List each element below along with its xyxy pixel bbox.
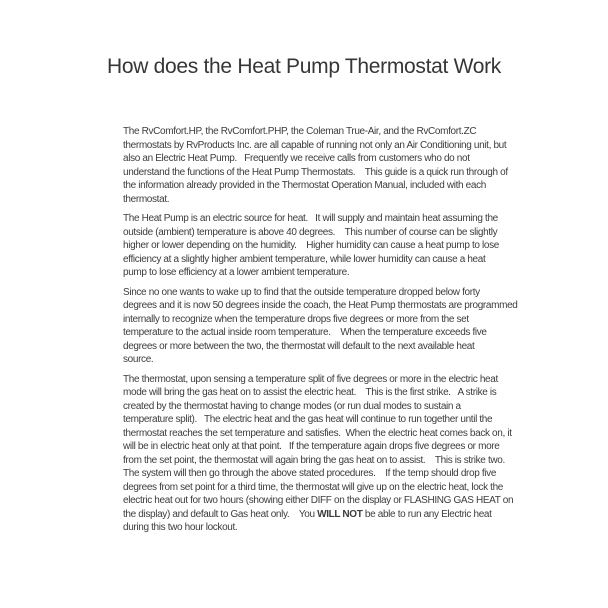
text-line: degrees or more between the two, the thermostat will default to the next available heat	[123, 340, 475, 352]
text-line: The RvComfort.HP, the RvComfort.PHP, the Coleman True-Air, and the RvComfort.ZC	[123, 126, 477, 137]
text-line: mode will bring the gas heat on to assist the electric heat. This is the first strike. A strike is	[123, 387, 497, 398]
text-line: thermostat.	[123, 193, 170, 205]
document-title: How does the Heat Pump Thermostat Work	[107, 55, 501, 78]
text-line: understand the functions of the Heat Pump Thermostats. This guide is a quick run through of	[123, 166, 508, 178]
paragraph	[123, 212, 608, 280]
text-line: degrees from set point for a third time, the thermostat will give up on the electric heat, lock the	[123, 481, 503, 493]
text-line: temperature split). The electric heat and the gas heat will continue to run together until the	[123, 414, 493, 425]
document-body	[123, 125, 608, 535]
paragraph	[123, 286, 608, 367]
text-line: degrees and it is now 50 degrees inside the coach, the Heat Pump thermostats are programmed	[123, 300, 518, 311]
text-line: the information already provided in the Thermostat Operation Manual, included with each	[123, 180, 486, 191]
text-line: Since no one wants to wake up to find that the outside temperature dropped below forty	[123, 286, 480, 298]
text-line: thermostats by RvProducts Inc. are all capable of running not only an Air Conditioning unit, but	[123, 139, 507, 151]
text-line: The system will then go through the above stated procedures. If the temp should drop five	[123, 468, 497, 479]
text-line: also an Electric Heat Pump. Frequently we receive calls from customers who do not	[123, 153, 470, 164]
text-line: pump to lose efficiency at a lower ambient temperature.	[123, 267, 350, 278]
text-line: temperature to the actual inside room temperature. When the temperature exceeds five	[123, 327, 487, 338]
text-line: outside (ambient) temperature is above 40 degrees. This number of course can be slightly	[123, 226, 498, 238]
text-line: source.	[123, 354, 154, 365]
text-line: will be in electric heat only at that point. If the temperature again drops five degrees or more	[123, 441, 500, 452]
text-line: thermostat reaches the set temperature and satisfies. When the electric heat comes back on, it	[123, 427, 512, 439]
text-line: electric heat out for two hours (showing either DIFF on the display or FLASHING GAS HEAT on	[123, 495, 514, 506]
paragraph	[123, 125, 608, 206]
text-line: the display) and default to Gas heat only. You WILL NOT be able to run any Electric heat	[123, 508, 492, 520]
text-line: efficiency at a slightly higher ambient temperature, while lower humidity can cause a heat	[123, 253, 486, 265]
text-line: from the set point, the thermostat will again bring the gas heat on to assist. This is strike two.	[123, 454, 505, 466]
paragraph	[123, 373, 608, 535]
text-line: higher or lower depending on the humidity. Higher humidity can cause a heat pump to lose	[123, 240, 499, 251]
text-line: The thermostat, upon sensing a temperature split of five degrees or more in the electric heat	[123, 373, 498, 385]
bold-text: WILL NOT	[317, 508, 363, 520]
text-line: during this two hour lockout.	[123, 522, 238, 533]
text-line: internally to recognize when the temperature drops five degrees or more from the set	[123, 313, 469, 325]
text-line: The Heat Pump is an electric source for heat. It will supply and maintain heat assuming the	[123, 213, 498, 224]
text-line: created by the thermostat having to change modes (or run dual modes to sustain a	[123, 400, 461, 412]
